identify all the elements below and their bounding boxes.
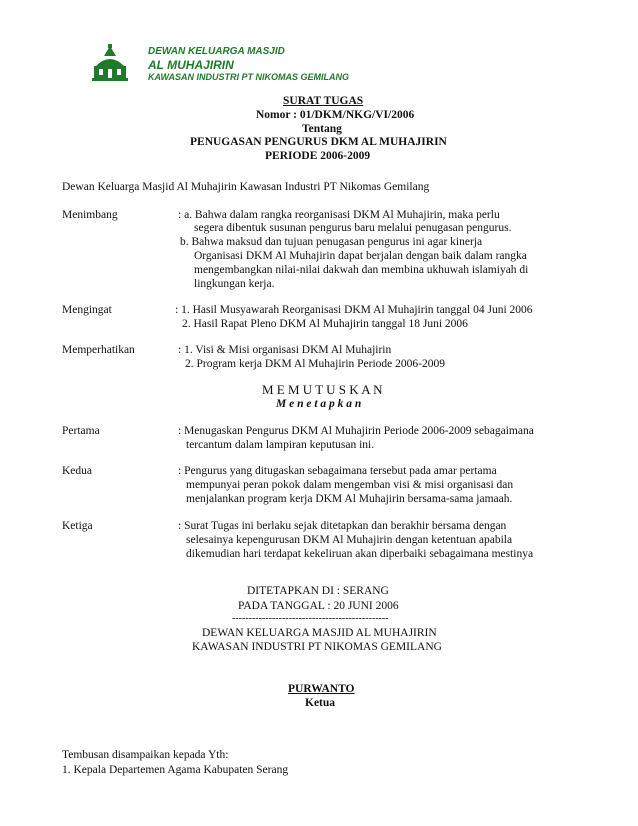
signer-role: Ketua bbox=[305, 697, 336, 709]
cc-item: 1. Kepala Departemen Agama Kabupaten Serang bbox=[62, 764, 289, 776]
sign-org-line2: KAWASAN INDUSTRI PT NIKOMAS GEMILANG bbox=[192, 641, 442, 653]
document-subject: PENUGASAN PENGURUS DKM AL MUHAJIRIN bbox=[190, 136, 447, 148]
org-name-line2: AL MUHAJIRIN bbox=[148, 58, 234, 72]
kedua-line1: : Pengurus yang ditugaskan sebagaimana tersebut pada amar pertama bbox=[178, 465, 497, 477]
sign-place: DITETAPKAN DI : SERANG bbox=[247, 585, 389, 597]
document-heading: SURAT TUGAS bbox=[283, 95, 364, 107]
ketiga-label: Ketiga bbox=[62, 520, 93, 532]
menimbang-b-line4: lingkungan kerja. bbox=[194, 278, 275, 290]
menimbang-b-line2: Organisasi DKM Al Muhajirin dapat berjalan dengan baik dalam rangka bbox=[194, 250, 527, 262]
tentang-label: Tentang bbox=[302, 123, 342, 135]
ketiga-line3: dikemudian hari terdapat kekeliruan akan diperbaiki sebagaimana mestinya bbox=[186, 548, 534, 560]
menimbang-b-line3: mengembangkan nilai-nilai dakwah dan membina ukhuwah islamiyah di bbox=[194, 264, 529, 276]
menetapkan-heading: M e n e t a p k a n bbox=[276, 398, 362, 410]
org-name-line3: KAWASAN INDUSTRI PT NIKOMAS GEMILANG bbox=[148, 72, 350, 82]
kedua-line2: mempunyai peran pokok dalam mengemban visi & misi organisasi dan bbox=[186, 479, 514, 491]
menimbang-label: Menimbang bbox=[62, 209, 118, 221]
sign-date: PADA TANGGAL : 20 JUNI 2006 bbox=[238, 600, 399, 612]
memperhatikan-line2: 2. Program kerja DKM Al Muhajirin Periode 2006-2009 bbox=[185, 358, 445, 370]
document-number: Nomor : 01/DKM/NKG/VI/2006 bbox=[256, 109, 415, 121]
mengingat-line2: 2. Hasil Rapat Pleno DKM Al Muhajirin tanggal 18 Juni 2006 bbox=[182, 318, 468, 330]
intro-text: Dewan Keluarga Masjid Al Muhajirin Kawasan Industri PT Nikomas Gemilang bbox=[62, 181, 430, 193]
mengingat-line1: : 1. Hasil Musyawarah Reorganisasi DKM Al Muhajirin tanggal 04 Juni 2006 bbox=[175, 304, 533, 316]
pertama-line2: tercantum dalam lampiran keputusan ini. bbox=[186, 439, 375, 451]
mosque-logo-icon bbox=[90, 44, 130, 82]
ketiga-line1: : Surat Tugas ini berlaku sejak ditetapkan dan berakhir bersama dengan bbox=[178, 520, 507, 532]
pertama-line1: : Menugaskan Pengurus DKM Al Muhajirin Periode 2006-2009 sebagaimana bbox=[178, 425, 534, 437]
signer-name: PURWANTO bbox=[288, 683, 355, 695]
ketiga-line2: selesainya kepengurusan DKM Al Muhajirin dengan ketentuan apabila bbox=[186, 534, 513, 546]
menimbang-a-line2: segera dibentuk susunan pengurus baru melalui penugasan pengurus. bbox=[194, 222, 512, 234]
sign-divider: ----------------------------------------------- bbox=[232, 613, 389, 624]
cc-heading: Tembusan disampaikan kepada Yth: bbox=[62, 749, 229, 761]
document-period: PERIODE 2006-2009 bbox=[265, 150, 371, 162]
pertama-label: Pertama bbox=[62, 425, 100, 437]
memperhatikan-line1: : 1. Visi & Misi organisasi DKM Al Muhajirin bbox=[178, 344, 392, 356]
kedua-line3: menjalankan program kerja DKM Al Muhajirin bersama-sama jamaah. bbox=[186, 493, 513, 505]
kedua-label: Kedua bbox=[62, 465, 93, 477]
menimbang-a-line1: : a. Bahwa dalam rangka reorganisasi DKM Al Muhajirin, maka perlu bbox=[178, 209, 500, 221]
sign-org-line1: DEWAN KELUARGA MASJID AL MUHAJIRIN bbox=[202, 627, 437, 639]
menimbang-b-line1: b. Bahwa maksud dan tujuan penugasan pengurus ini agar kinerja bbox=[180, 236, 483, 248]
memutuskan-heading: M E M U T U S K A N bbox=[262, 382, 383, 397]
org-name-line1: DEWAN KELUARGA MASJID bbox=[148, 46, 285, 57]
memperhatikan-label: Memperhatikan bbox=[62, 344, 135, 356]
mengingat-label: Mengingat bbox=[62, 304, 112, 316]
